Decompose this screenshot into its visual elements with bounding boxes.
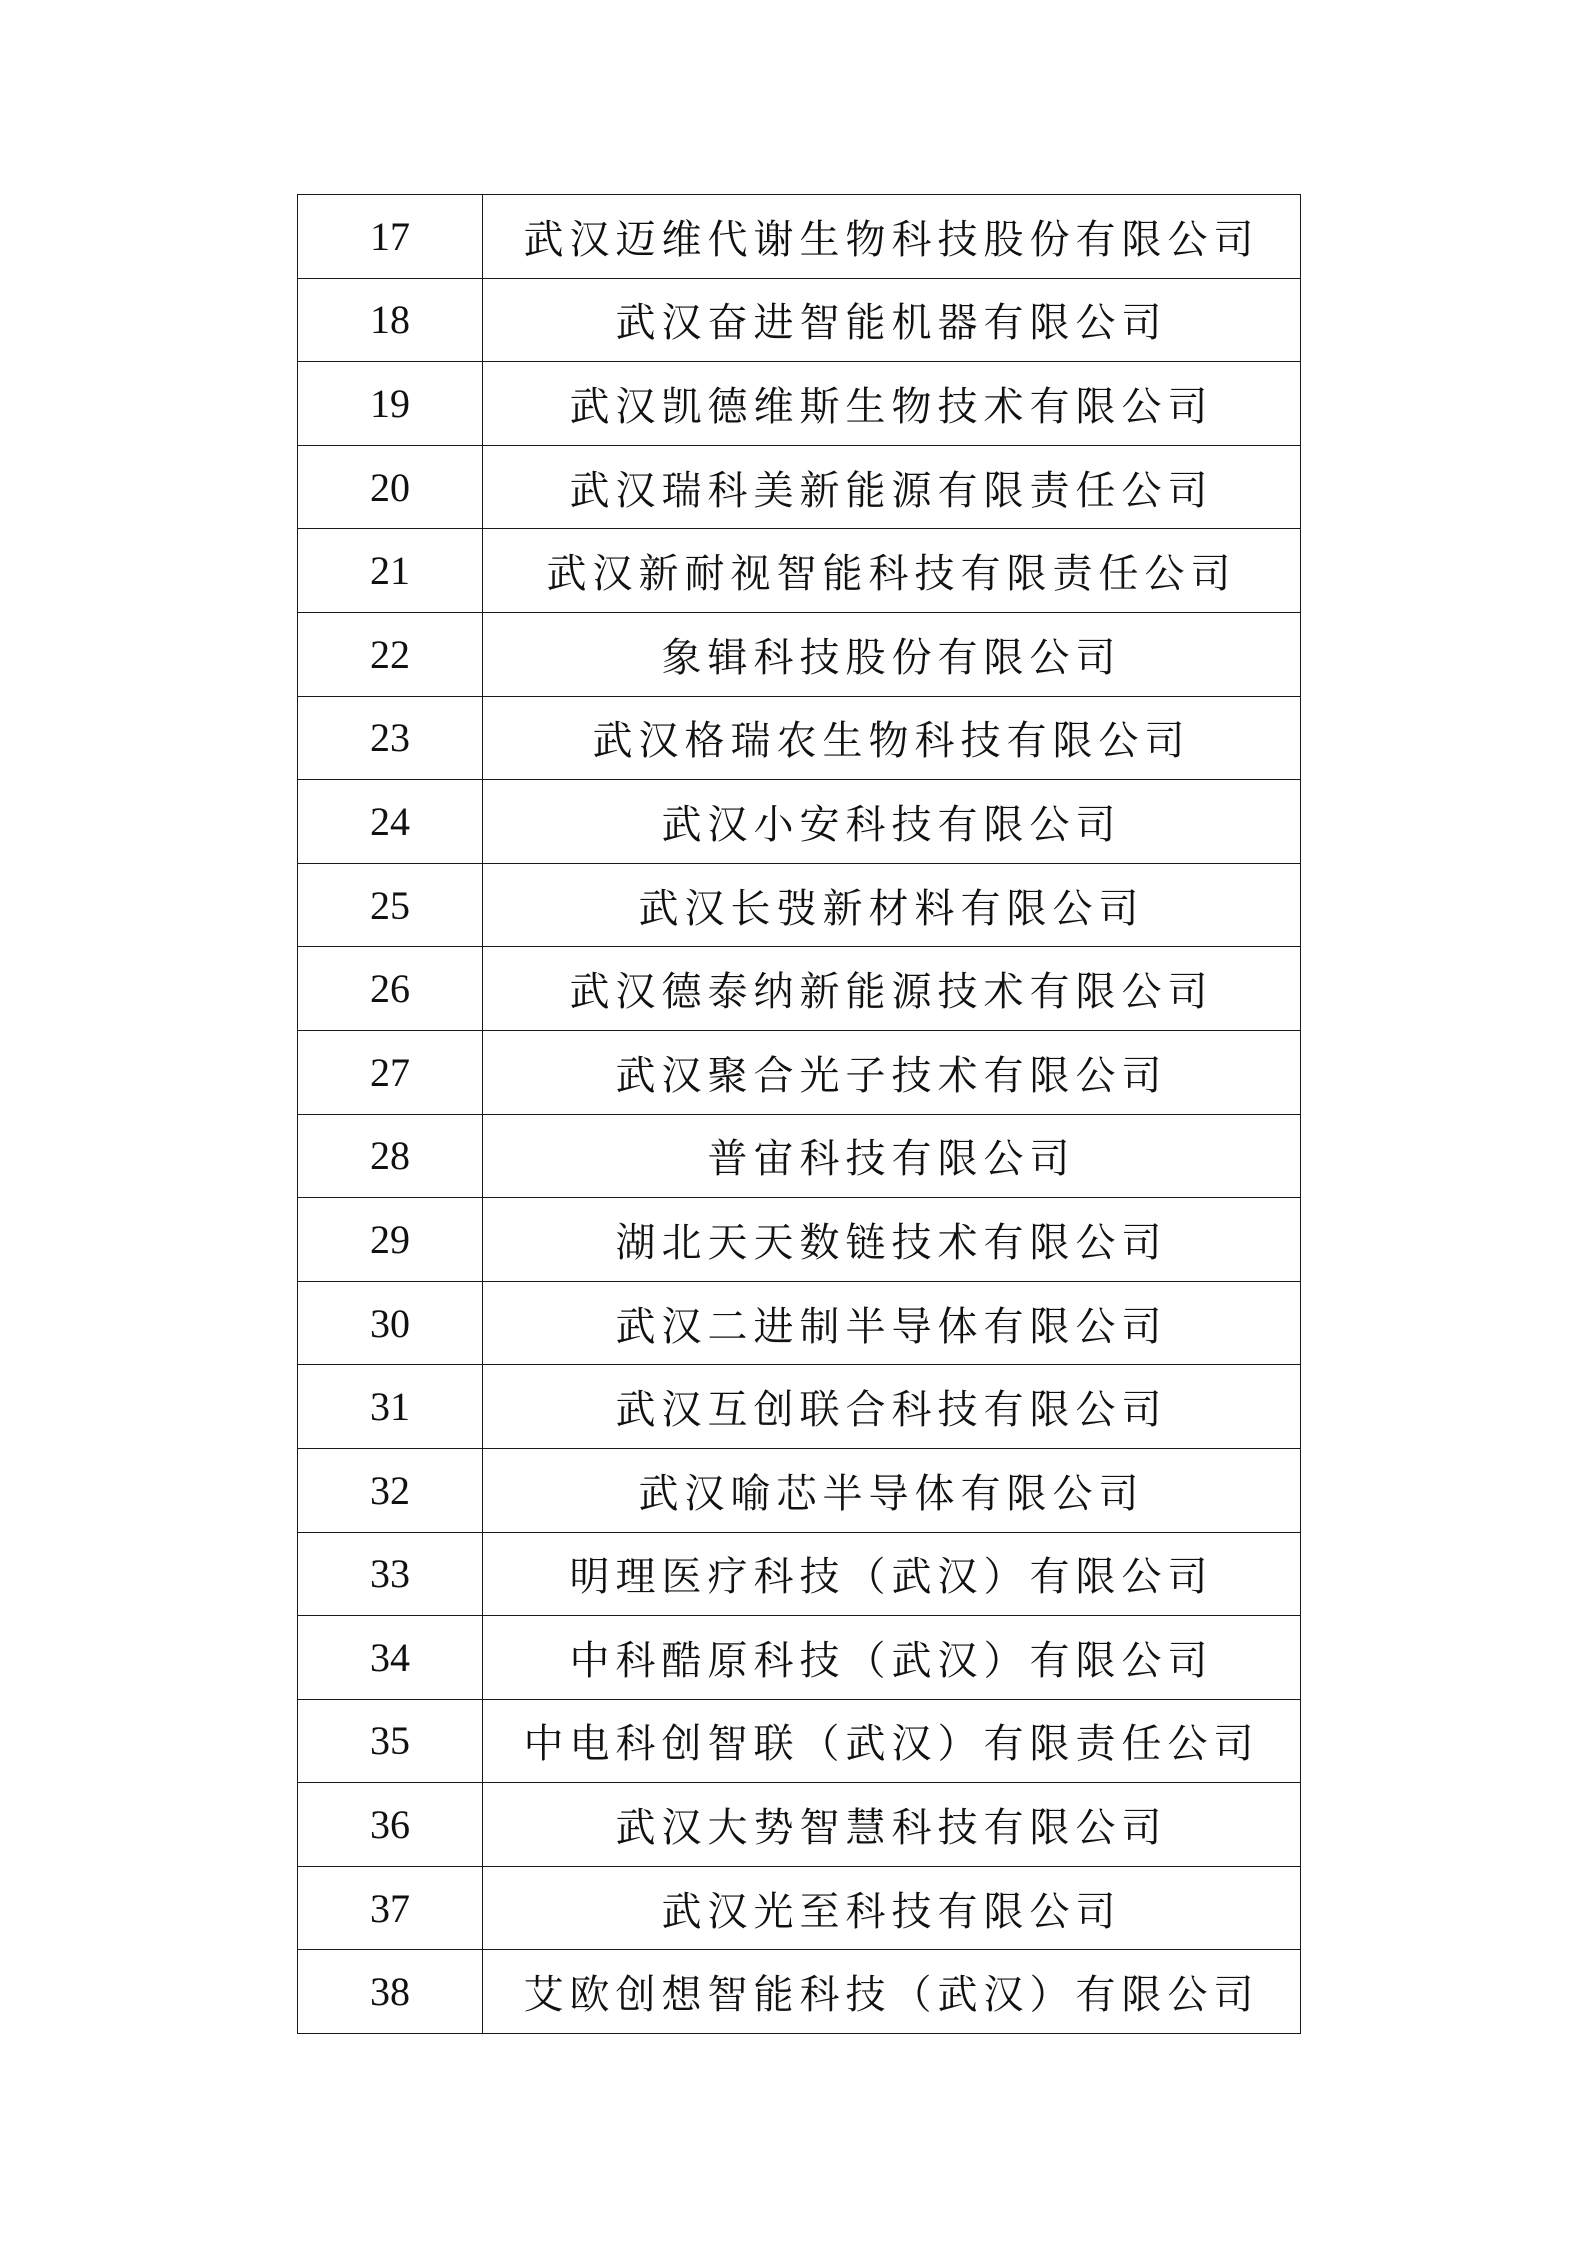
- table-body: [298, 195, 1301, 2034]
- table-row: [298, 696, 1301, 780]
- table-row: [298, 1532, 1301, 1616]
- row-number: 22: [298, 612, 483, 696]
- row-number: 24: [298, 780, 483, 864]
- row-number: 38: [298, 1950, 483, 2034]
- table-row: [298, 1448, 1301, 1532]
- company-name: 武汉迈维代谢生物科技股份有限公司: [483, 195, 1301, 279]
- company-list-table: [297, 194, 1301, 2034]
- row-number: 27: [298, 1030, 483, 1114]
- row-number: 21: [298, 529, 483, 613]
- company-name: 普宙科技有限公司: [483, 1114, 1301, 1198]
- row-number: 37: [298, 1866, 483, 1950]
- row-number: 17: [298, 195, 483, 279]
- company-name: 武汉新耐视智能科技有限责任公司: [483, 529, 1301, 613]
- company-name: 武汉凯德维斯生物技术有限公司: [483, 362, 1301, 446]
- row-number: 29: [298, 1198, 483, 1282]
- row-number: 19: [298, 362, 483, 446]
- company-name: 武汉德泰纳新能源技术有限公司: [483, 947, 1301, 1031]
- row-number: 32: [298, 1448, 483, 1532]
- table-row: [298, 1699, 1301, 1783]
- company-name: 武汉大势智慧科技有限公司: [483, 1783, 1301, 1867]
- company-name: 武汉喻芯半导体有限公司: [483, 1448, 1301, 1532]
- row-number: 34: [298, 1616, 483, 1700]
- company-name: 象辑科技股份有限公司: [483, 612, 1301, 696]
- table-row: [298, 445, 1301, 529]
- table-row: [298, 278, 1301, 362]
- table-row: [298, 947, 1301, 1031]
- table-row: [298, 362, 1301, 446]
- table-row: [298, 1198, 1301, 1282]
- table-row: [298, 1783, 1301, 1867]
- company-name: 湖北天天数链技术有限公司: [483, 1198, 1301, 1282]
- company-name: 武汉互创联合科技有限公司: [483, 1365, 1301, 1449]
- table-row: [298, 195, 1301, 279]
- company-name: 武汉长弢新材料有限公司: [483, 863, 1301, 947]
- table-row: [298, 1114, 1301, 1198]
- company-name: 中科酷原科技（武汉）有限公司: [483, 1616, 1301, 1700]
- row-number: 25: [298, 863, 483, 947]
- company-name: 艾欧创想智能科技（武汉）有限公司: [483, 1950, 1301, 2034]
- table-row: [298, 1281, 1301, 1365]
- row-number: 31: [298, 1365, 483, 1449]
- row-number: 33: [298, 1532, 483, 1616]
- row-number: 36: [298, 1783, 483, 1867]
- company-name: 明理医疗科技（武汉）有限公司: [483, 1532, 1301, 1616]
- table-row: [298, 529, 1301, 613]
- row-number: 23: [298, 696, 483, 780]
- table-row: [298, 1950, 1301, 2034]
- table-row: [298, 1030, 1301, 1114]
- company-name: 中电科创智联（武汉）有限责任公司: [483, 1699, 1301, 1783]
- company-name: 武汉聚合光子技术有限公司: [483, 1030, 1301, 1114]
- row-number: 28: [298, 1114, 483, 1198]
- company-name: 武汉奋进智能机器有限公司: [483, 278, 1301, 362]
- company-name: 武汉格瑞农生物科技有限公司: [483, 696, 1301, 780]
- company-name: 武汉二进制半导体有限公司: [483, 1281, 1301, 1365]
- row-number: 35: [298, 1699, 483, 1783]
- row-number: 20: [298, 445, 483, 529]
- row-number: 18: [298, 278, 483, 362]
- table-row: [298, 863, 1301, 947]
- company-name: 武汉瑞科美新能源有限责任公司: [483, 445, 1301, 529]
- row-number: 30: [298, 1281, 483, 1365]
- table-row: [298, 780, 1301, 864]
- table-row: [298, 1866, 1301, 1950]
- table-row: [298, 1365, 1301, 1449]
- company-name: 武汉光至科技有限公司: [483, 1866, 1301, 1950]
- table-row: [298, 1616, 1301, 1700]
- row-number: 26: [298, 947, 483, 1031]
- company-name: 武汉小安科技有限公司: [483, 780, 1301, 864]
- table-row: [298, 612, 1301, 696]
